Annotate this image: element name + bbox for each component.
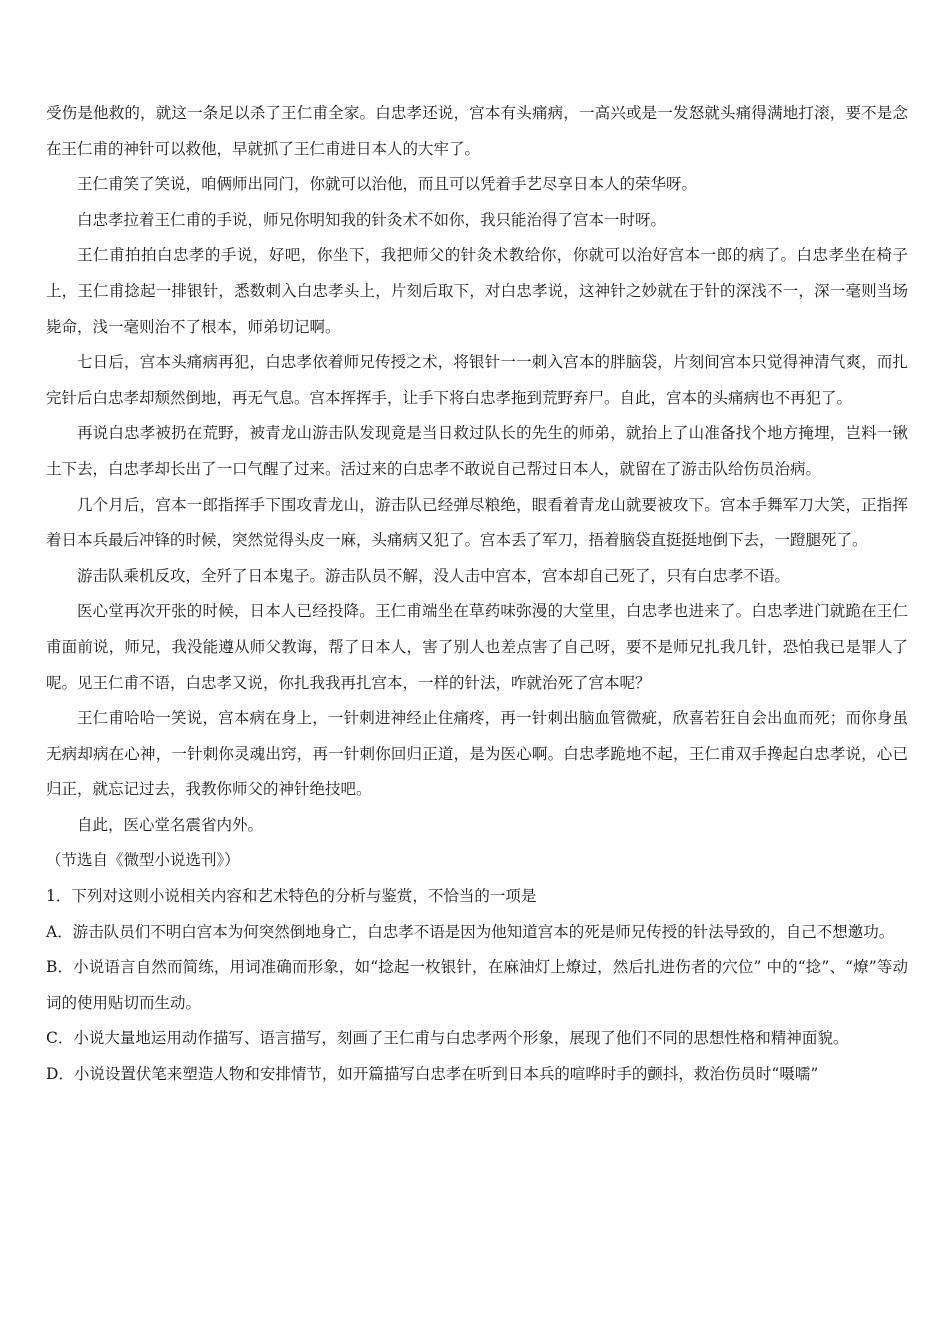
story-paragraph-6: 再说白忠孝被扔在荒野，被青龙山游击队发现竟是当日救过队长的先生的师弟，就抬上了山准备找个地方掩埋，岂料一锹土下去，白忠孝却长出了一口气醒了过来。活过来的白忠孝不敢说自己帮过日本人，就留在了游击队给伤员治病。 bbox=[46, 424, 908, 478]
question-stem: 1．下列对这则小说相关内容和艺术特色的分析与鉴赏，不恰当的一项是 bbox=[46, 887, 537, 906]
option-d: D．小说设置伏笔来塑造人物和安排情节，如开篇描写白忠孝在听到日本兵的喧哗时手的颤抖，救治伤员时“嗫嚅” bbox=[46, 1065, 819, 1084]
story-paragraph-1: 受伤是他救的，就这一条足以杀了王仁甫全家。白忠孝还说，宫本有头痛病，一高兴或是一发怒就头痛得满地打滚，要不是念在王仁甫的神针可以救他，早就抓了王仁甫进日本人的大牢了。 bbox=[46, 104, 908, 158]
story-paragraph-10: 王仁甫哈哈一笑说，宫本病在身上，一针刺进神经止住痛疼，再一针刺出脑血管微疵，欣喜若狂自会出血而死；而你身虽无病却病在心神，一针刺你灵魂出窍，再一针刺你回归正道，是为医心啊。白忠孝跪地不起，王仁甫双手搀起白忠孝说，心已归正，就忘记过去，我教你师父的神针绝技吧。 bbox=[46, 709, 908, 799]
option-a: A．游击队员们不明白宫本为何突然倒地身亡，白忠孝不语是因为他知道宫本的死是师兄传授的针法导致的，自己不想邀功。 bbox=[46, 922, 895, 941]
story-paragraph-9: 医心堂再次开张的时候，日本人已经投降。王仁甫端坐在草药味弥漫的大堂里，白忠孝也进来了。白忠孝进门就跪在王仁甫面前说，师兄，我没能遵从师父教诲，帮了日本人，害了别人也差点害了自己呀，要不是师兄扎我几针，恐怕我已是罪人了呢。见王仁甫不语，白忠孝又说，你扎我我再扎宫本，一样的针法，咋就治死了宫本呢？ bbox=[46, 602, 908, 692]
source-note: （节选自《微型小说选刊》） bbox=[46, 851, 240, 870]
story-paragraph-3: 白忠孝拉着王仁甫的手说，师兄你明知我的针灸术不如你，我只能治得了宫本一时呀。 bbox=[77, 210, 667, 229]
story-paragraph-7: 几个月后，宫本一郎指挥手下围攻青龙山，游击队已经弹尽粮绝，眼看着青龙山就要被攻下。宫本手舞军刀大笑，正指挥着日本兵最后冲锋的时候，突然觉得头皮一麻，头痛病又犯了。宫本丢了军刀，捂着脑袋直挺挺地倒下去，一蹬腿死了。 bbox=[46, 495, 908, 550]
story-paragraph-11: 自此，医心堂名震省内外。 bbox=[77, 815, 264, 834]
document-page bbox=[46, 96, 908, 1093]
option-c: C．小说大量地运用动作描写、语言描写，刻画了王仁甫与白忠孝两个形象，展现了他们不同的思想性格和精神面貌。 bbox=[46, 1029, 849, 1048]
story-paragraph-8: 游击队乘机反攻，全歼了日本鬼子。游击队员不解，没人击中宫本，宫本却自己死了，只有白忠孝不语。 bbox=[77, 566, 791, 585]
option-b: B．小说语言自然而简练，用词准确而形象，如“捻起一枚银针，在麻油灯上燎过，然后扎进伤者的穴位” 中的“捻”、“燎”等动词的使用贴切而生动。 bbox=[46, 958, 908, 1012]
story-paragraph-4: 王仁甫拍拍白忠孝的手说，好吧，你坐下，我把师父的针灸术教给你，你就可以治好宫本一郎的病了。白忠孝坐在椅子上，王仁甫捻起一排银针，悉数刺入白忠孝头上，片刻后取下，对白忠孝说，这神针之妙就在于针的深浅不一，深一毫则当场毙命，浅一毫则治不了根本，师弟切记啊。 bbox=[46, 246, 908, 336]
story-paragraph-2: 王仁甫笑了笑说，咱俩师出同门，你就可以治他，而且可以凭着手艺尽享日本人的荣华呀。 bbox=[77, 175, 698, 194]
story-paragraph-5: 七日后，宫本头痛病再犯，白忠孝依着师兄传授之术，将银针一一刺入宫本的胖脑袋，片刻间宫本只觉得神清气爽，而扎完针后白忠孝却颓然倒地，再无气息。宫本挥挥手，让手下将白忠孝拖到荒野弃尸。自此，宫本的头痛病也不再犯了。 bbox=[46, 353, 908, 407]
